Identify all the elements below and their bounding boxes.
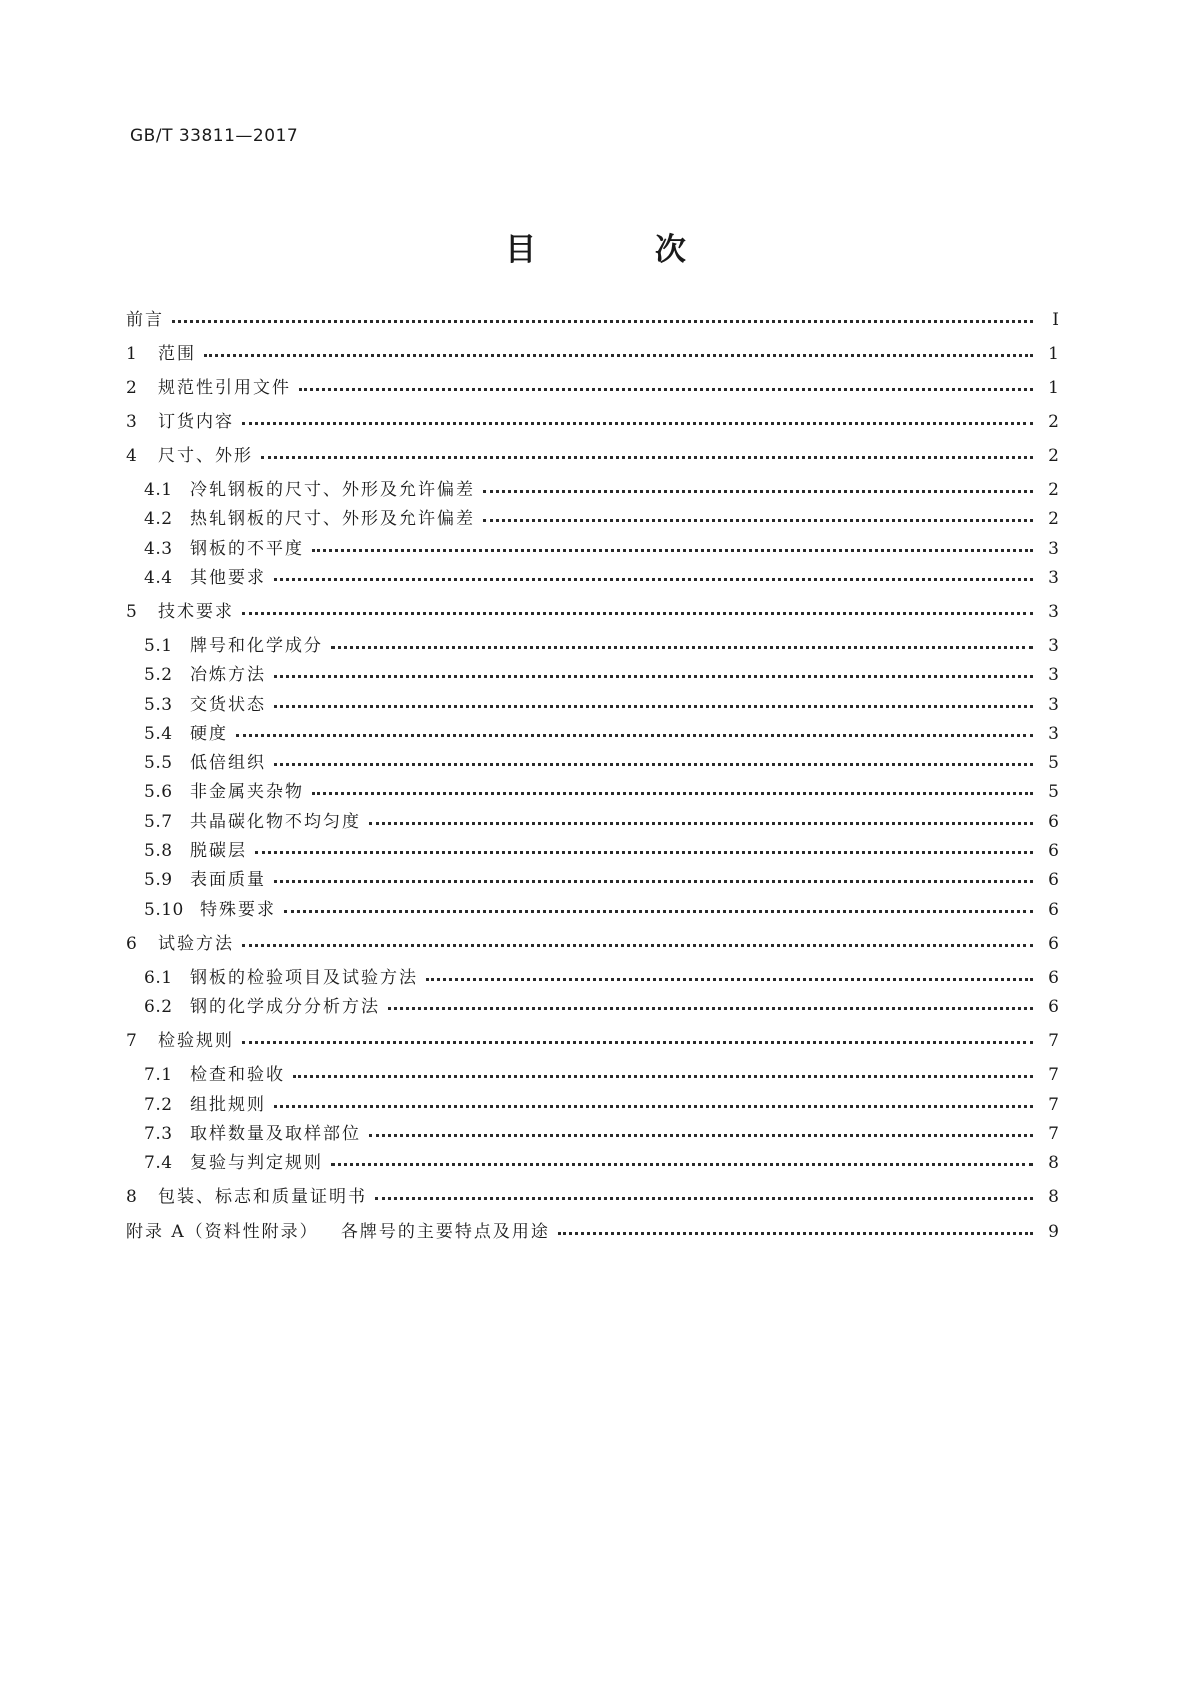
dot-leader	[312, 549, 1033, 552]
toc-entry-title: 牌号和化学成分	[190, 636, 323, 656]
toc-entry-4[interactable]	[126, 438, 1059, 466]
toc-entry-1[interactable]	[126, 336, 1059, 364]
toc-entry-page: 3	[1048, 695, 1059, 715]
toc-entry-5-8[interactable]	[144, 833, 1059, 861]
toc-entry-number: 5.2	[144, 665, 173, 685]
toc-entry-title: 包装、标志和质量证明书	[158, 1187, 367, 1207]
toc-entry-page: 2	[1048, 480, 1059, 500]
toc-entry-page: 6	[1048, 841, 1059, 861]
toc-entry-title: 组批规则	[190, 1095, 266, 1115]
dot-leader	[255, 851, 1033, 854]
toc-entry-title: 冷轧钢板的尺寸、外形及允许偏差	[190, 480, 475, 500]
dot-leader	[388, 1007, 1033, 1010]
toc-entry-title: 特殊要求	[200, 900, 276, 920]
toc-entry-title: 表面质量	[190, 870, 266, 890]
toc-entry-title: 热轧钢板的尺寸、外形及允许偏差	[190, 509, 475, 529]
dot-leader	[242, 422, 1033, 425]
toc-entry-number: 5.9	[144, 870, 173, 890]
toc-entry-page: 8	[1048, 1153, 1059, 1173]
dot-leader	[331, 646, 1033, 649]
dot-leader	[369, 822, 1033, 825]
toc-entry-number: 4	[126, 446, 138, 466]
toc-entry-title: 硬度	[190, 724, 228, 744]
toc-entry-page: 5	[1048, 753, 1059, 773]
toc-entry-5-4[interactable]	[144, 716, 1059, 744]
toc-entry-5-5[interactable]	[144, 745, 1059, 773]
toc-entry-number: 4.2	[144, 509, 173, 529]
toc-entry-3[interactable]	[126, 404, 1059, 432]
toc-entry-title: 技术要求	[158, 602, 234, 622]
dot-leader	[242, 944, 1033, 947]
toc-entry-page: 6	[1048, 812, 1059, 832]
toc-entry-5-1[interactable]	[144, 628, 1059, 656]
toc-entry-number: 5.5	[144, 753, 173, 773]
toc-entry-title: 低倍组织	[190, 753, 266, 773]
toc-entry-number: 5	[126, 602, 138, 622]
toc-entry-page: 6	[1048, 997, 1059, 1017]
toc-entry-title: 非金属夹杂物	[190, 782, 304, 802]
toc-entry-page: 6	[1048, 934, 1059, 954]
dot-leader	[204, 354, 1033, 357]
toc-entry-page: 3	[1048, 539, 1059, 559]
toc-entry-number: 4.4	[144, 568, 173, 588]
toc-entry-number: 7.3	[144, 1124, 173, 1144]
toc-entry-page: 3	[1048, 602, 1059, 622]
toc-entry-number: 1	[126, 344, 138, 364]
toc-entry-number: 5.3	[144, 695, 173, 715]
toc-entry-2[interactable]	[126, 370, 1059, 398]
toc-entry-number: 2	[126, 378, 138, 398]
toc-entry-title: 钢板的检验项目及试验方法	[190, 968, 418, 988]
toc-entry-title: 其他要求	[190, 568, 266, 588]
toc-entry-7-3[interactable]	[144, 1116, 1059, 1144]
toc-entry-number: 6.1	[144, 968, 173, 988]
toc-entry-7-1[interactable]	[144, 1057, 1059, 1085]
toc-entry-4-4[interactable]	[144, 560, 1059, 588]
toc-entry-number: 7	[126, 1031, 138, 1051]
toc-entry-page: 3	[1048, 568, 1059, 588]
toc-entry-page: 7	[1048, 1065, 1059, 1085]
toc-entry-appendix-a[interactable]	[126, 1214, 1059, 1242]
toc-entry-title: 前言	[126, 310, 164, 330]
dot-leader	[274, 763, 1033, 766]
toc-entry-title: 取样数量及取样部位	[190, 1124, 361, 1144]
toc-entry-title: 规范性引用文件	[158, 378, 291, 398]
dot-leader	[293, 1075, 1033, 1078]
toc-entry-title: 共晶碳化物不均匀度	[190, 812, 361, 832]
toc-entry-4-2[interactable]	[144, 501, 1059, 529]
dot-leader	[284, 910, 1033, 913]
toc-entry-number: 8	[126, 1187, 138, 1207]
dot-leader	[483, 490, 1033, 493]
toc-entry-page: 2	[1048, 509, 1059, 529]
toc-entry-title: 复验与判定规则	[190, 1153, 323, 1173]
toc-entry-number: 4.1	[144, 480, 173, 500]
toc-entry-title: 交货状态	[190, 695, 266, 715]
dot-leader	[375, 1197, 1033, 1200]
toc-entry-page: 5	[1048, 782, 1059, 802]
toc-entry-page: 2	[1048, 412, 1059, 432]
toc-entry-page: 2	[1048, 446, 1059, 466]
dot-leader	[236, 734, 1033, 737]
toc-entry-number: 5.7	[144, 812, 173, 832]
toc-entry-title: 尺寸、外形	[158, 446, 253, 466]
toc-entry-page: 3	[1048, 636, 1059, 656]
toc-entry-title: 钢板的不平度	[190, 539, 304, 559]
page-title: 目 次	[505, 232, 740, 268]
toc-entry-6[interactable]	[126, 926, 1059, 954]
toc-entry-5-10[interactable]	[144, 892, 1059, 920]
toc-entry-number: 5.1	[144, 636, 173, 656]
dot-leader	[369, 1134, 1033, 1137]
toc-entry-title: 检验规则	[158, 1031, 234, 1051]
dot-leader	[274, 1105, 1033, 1108]
toc-entry-number: 5.4	[144, 724, 173, 744]
toc-entry-page: 3	[1048, 665, 1059, 685]
toc-entry-page: 7	[1048, 1095, 1059, 1115]
toc-entry-title: 试验方法	[158, 934, 234, 954]
toc-entry-foreword[interactable]	[126, 302, 1059, 330]
toc-entry-8[interactable]	[126, 1179, 1059, 1207]
toc-entry-number: 6.2	[144, 997, 173, 1017]
toc-entry-page: 7	[1048, 1031, 1059, 1051]
toc-entry-page: 6	[1048, 900, 1059, 920]
toc-entry-number: 7.4	[144, 1153, 173, 1173]
toc-entry-title: 检查和验收	[190, 1065, 285, 1085]
toc-entry-number: 7.2	[144, 1095, 173, 1115]
dot-leader	[242, 1041, 1033, 1044]
toc-entry-5-7[interactable]	[144, 804, 1059, 832]
toc-entry-number: 3	[126, 412, 138, 432]
toc-entry-7-2[interactable]	[144, 1087, 1059, 1115]
toc-entry-page: 9	[1048, 1222, 1059, 1242]
toc-entry-5-3[interactable]	[144, 687, 1059, 715]
toc-entry-7[interactable]	[126, 1023, 1059, 1051]
dot-leader	[299, 388, 1033, 391]
toc-entry-title: 钢的化学成分分析方法	[190, 997, 380, 1017]
dot-leader	[274, 705, 1033, 708]
toc-entry-title: 范围	[158, 344, 196, 364]
toc-entry-page: 6	[1048, 870, 1059, 890]
toc-entry-6-2[interactable]	[144, 989, 1059, 1017]
toc-entry-page: Ⅰ	[1052, 310, 1059, 330]
dot-leader	[274, 880, 1033, 883]
toc-entry-number: 5.10	[144, 900, 184, 920]
toc-entry-4-1[interactable]	[144, 472, 1059, 500]
toc-entry-title: 附录 A（资料性附录） 各牌号的主要特点及用途	[126, 1222, 550, 1242]
dot-leader	[312, 792, 1033, 795]
dot-leader	[558, 1232, 1033, 1235]
toc-entry-page: 7	[1048, 1124, 1059, 1144]
toc-entry-title: 脱碳层	[190, 841, 247, 861]
dot-leader	[261, 456, 1033, 459]
toc-entry-title: 订货内容	[158, 412, 234, 432]
toc-entry-page: 1	[1048, 378, 1059, 398]
standard-code: GB/T 33811—2017	[130, 126, 299, 146]
toc-entry-7-4[interactable]	[144, 1145, 1059, 1173]
dot-leader	[331, 1163, 1033, 1166]
dot-leader	[172, 320, 1033, 323]
toc-entry-5[interactable]	[126, 594, 1059, 622]
toc-entry-number: 7.1	[144, 1065, 173, 1085]
dot-leader	[274, 675, 1033, 678]
toc-entry-5-9[interactable]	[144, 862, 1059, 890]
toc-entry-number: 5.6	[144, 782, 173, 802]
toc-entry-title: 冶炼方法	[190, 665, 266, 685]
toc-entry-number: 4.3	[144, 539, 173, 559]
toc-entry-page: 8	[1048, 1187, 1059, 1207]
toc-entry-number: 5.8	[144, 841, 173, 861]
dot-leader	[426, 978, 1033, 981]
dot-leader	[242, 612, 1033, 615]
dot-leader	[274, 578, 1033, 581]
toc-entry-5-6[interactable]	[144, 774, 1059, 802]
toc-entry-page: 6	[1048, 968, 1059, 988]
toc-entry-6-1[interactable]	[144, 960, 1059, 988]
toc-entry-5-2[interactable]	[144, 657, 1059, 685]
toc-entry-page: 3	[1048, 724, 1059, 744]
toc-entry-number: 6	[126, 934, 138, 954]
toc-entry-page: 1	[1048, 344, 1059, 364]
toc-entry-4-3[interactable]	[144, 531, 1059, 559]
dot-leader	[483, 519, 1033, 522]
